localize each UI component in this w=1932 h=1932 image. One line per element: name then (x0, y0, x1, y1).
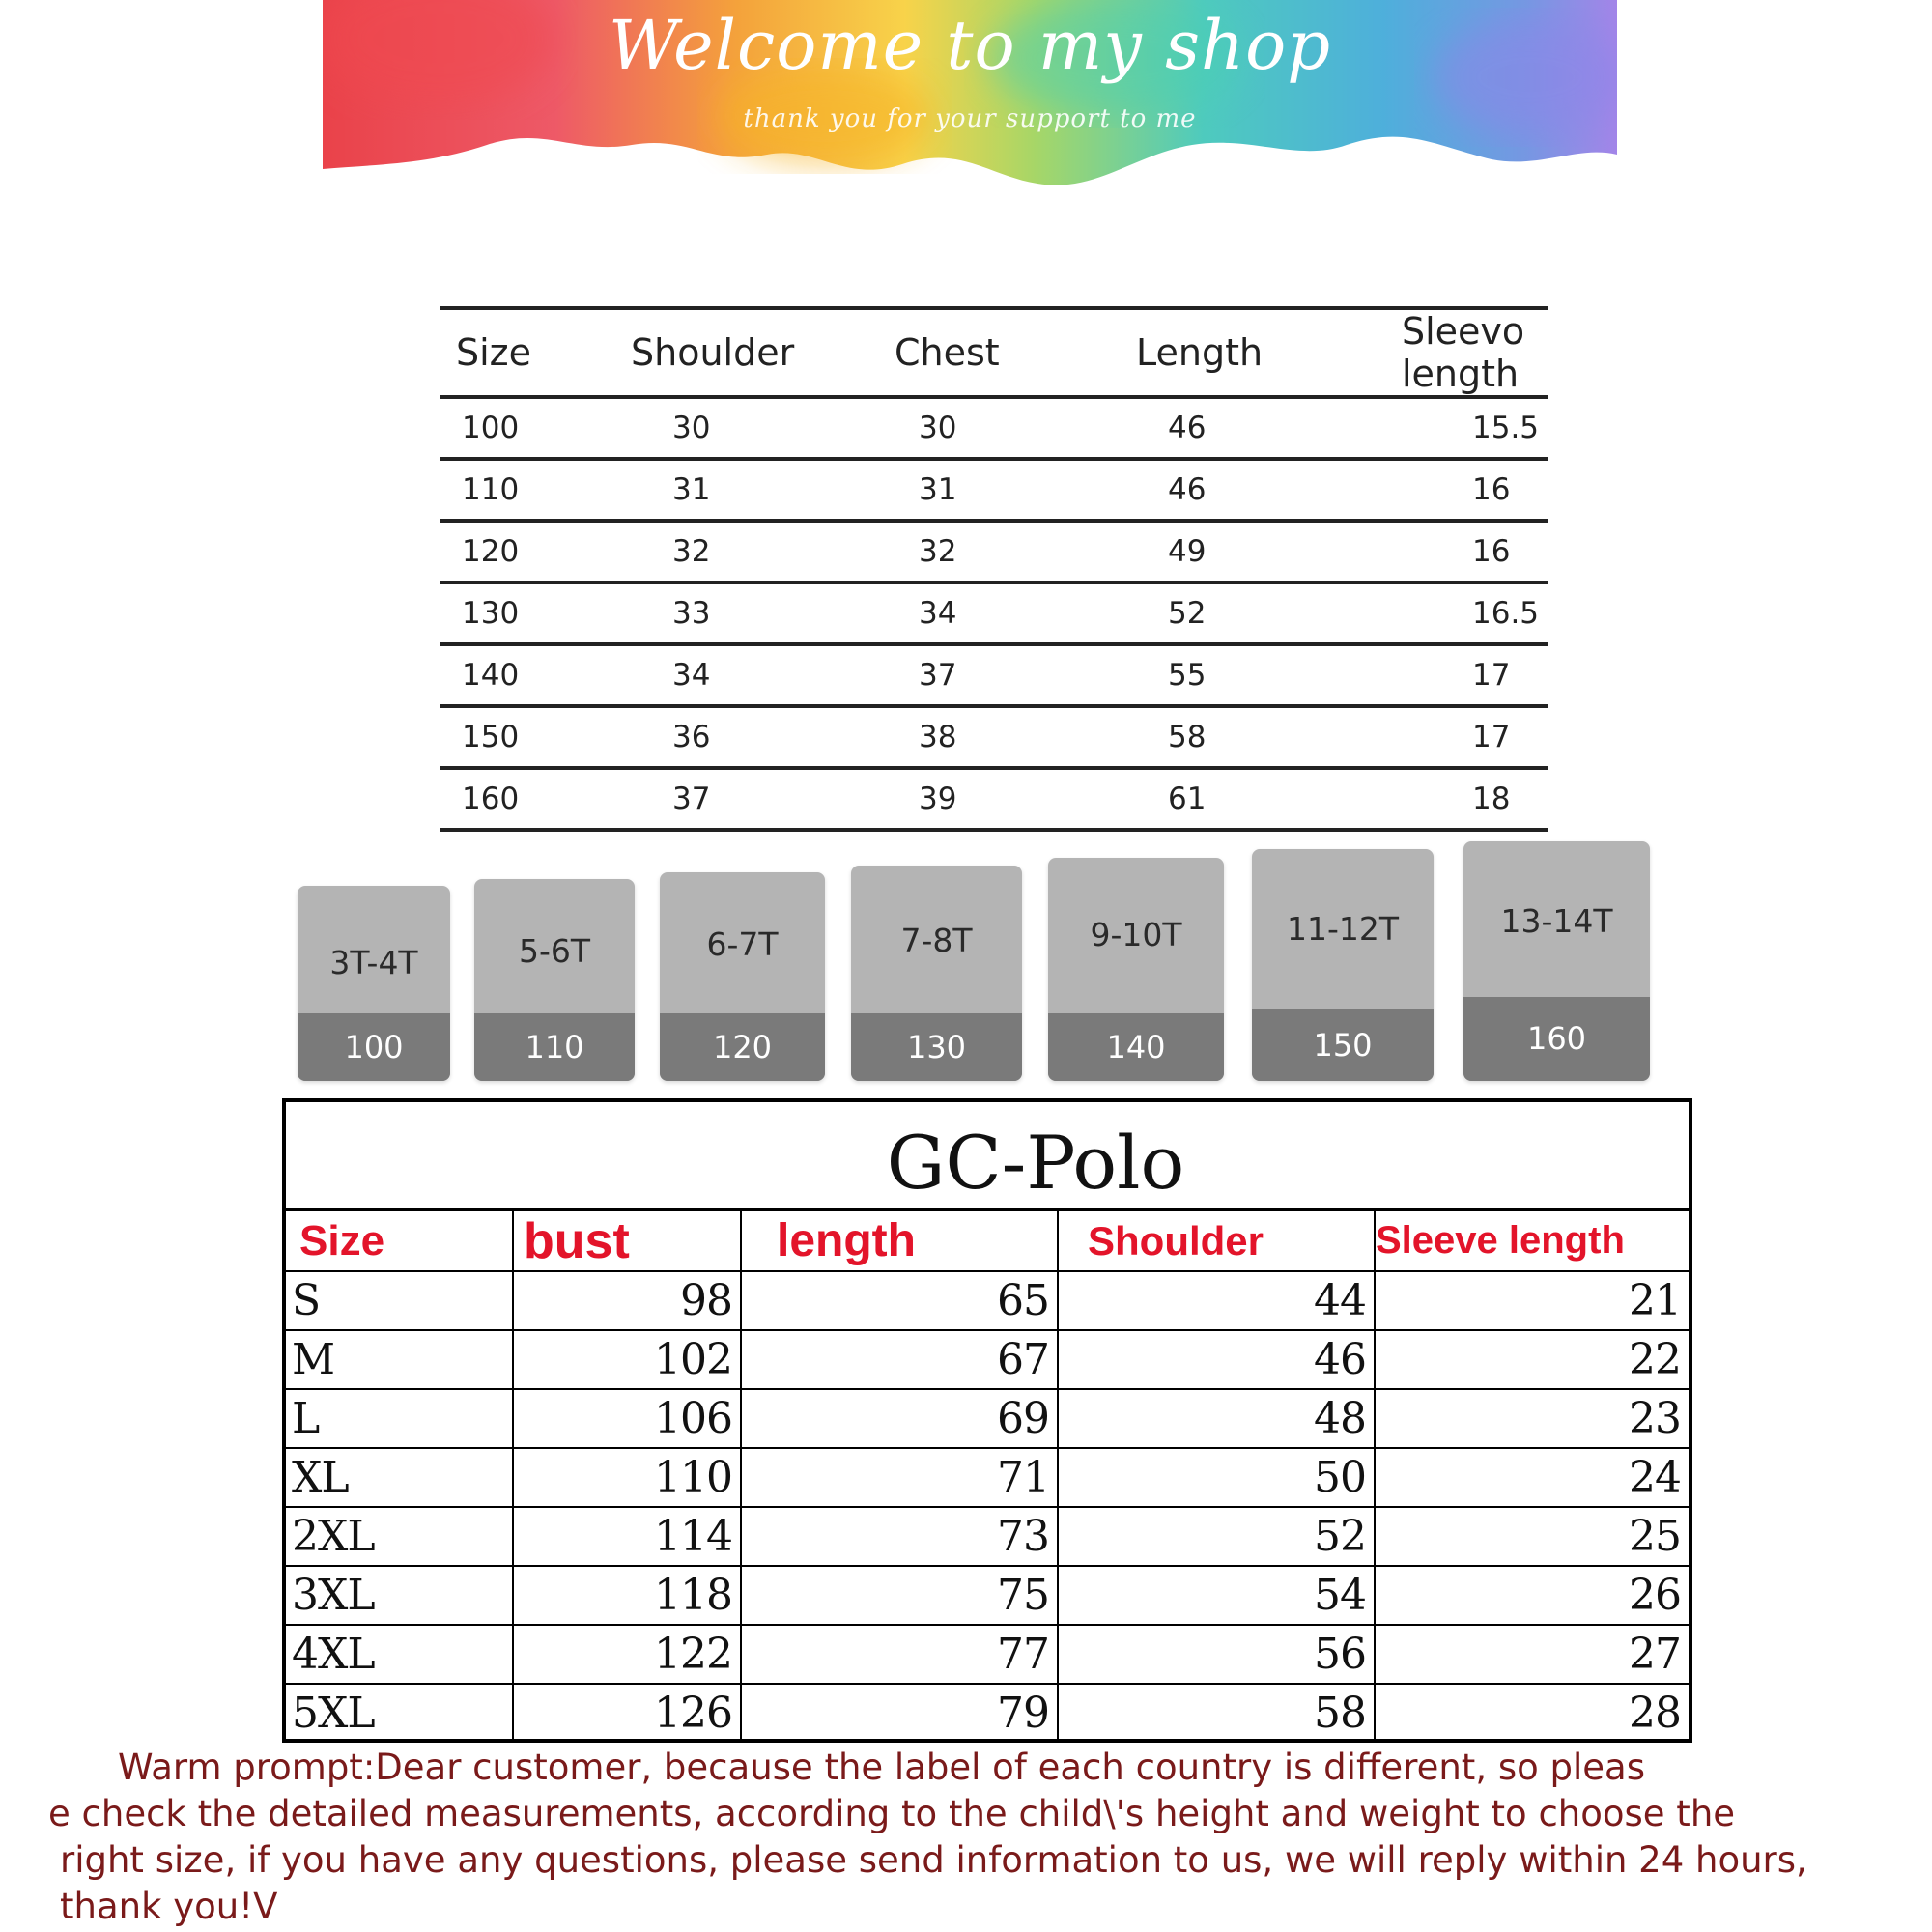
cell: 16 (1390, 459, 1548, 521)
cell: 48 (1058, 1389, 1375, 1448)
warm-prompt-line: e check the detailed measurements, according to the child\'s height and weight to choose the (48, 1793, 1736, 1834)
col-length-header: length (741, 1211, 1058, 1271)
cell: 16.5 (1390, 582, 1548, 644)
cell: 17 (1390, 644, 1548, 706)
cell: 16 (1390, 521, 1548, 582)
cell: 118 (513, 1566, 741, 1625)
cell: 79 (741, 1684, 1058, 1742)
size-card-size: 150 (1252, 1009, 1434, 1081)
col-sleeve-header: Sleeve length (1375, 1211, 1689, 1271)
size-card-size: 140 (1048, 1013, 1224, 1081)
cell: 126 (513, 1684, 741, 1742)
table-header-row (440, 308, 1548, 397)
table-row (440, 459, 1548, 521)
polo-size-table (282, 1098, 1692, 1743)
table-row (286, 1625, 1689, 1684)
cell: 114 (513, 1507, 741, 1566)
cell: 55 (1136, 644, 1390, 706)
cell: 2XL (286, 1507, 513, 1566)
cell: 120 (440, 521, 631, 582)
cell: 52 (1058, 1507, 1375, 1566)
size-card-age: 7-8T (900, 922, 973, 959)
cell: 54 (1058, 1566, 1375, 1625)
cell: 65 (741, 1271, 1058, 1330)
size-card-age: 5-6T (518, 932, 591, 970)
cell: 49 (1136, 521, 1390, 582)
cell: 30 (895, 397, 1136, 459)
cell: 15.5 (1390, 397, 1548, 459)
polo-table-title: GC-Polo (286, 1102, 1689, 1211)
cell: 110 (513, 1448, 741, 1507)
table-row (286, 1389, 1689, 1448)
warm-prompt-line: thank you!V (60, 1886, 278, 1927)
cell: 30 (631, 397, 895, 459)
cell: 25 (1375, 1507, 1689, 1566)
cell: XL (286, 1448, 513, 1507)
cell: 58 (1058, 1684, 1375, 1742)
size-card-size: 160 (1463, 997, 1650, 1081)
table-row (286, 1566, 1689, 1625)
cell: 24 (1375, 1448, 1689, 1507)
size-card-size: 120 (660, 1013, 825, 1081)
size-card-age: 13-14T (1500, 902, 1613, 940)
cell: 37 (631, 768, 895, 830)
table-row (286, 1507, 1689, 1566)
cell: 102 (513, 1330, 741, 1389)
cell: 17 (1390, 706, 1548, 768)
col-bust-header: bust (513, 1211, 741, 1271)
cell: 4XL (286, 1625, 513, 1684)
banner-title: Welcome to my shop (608, 6, 1332, 85)
size-card-3t-4t (298, 886, 450, 1081)
cell: 38 (895, 706, 1136, 768)
cell: 110 (440, 459, 631, 521)
cell: 27 (1375, 1625, 1689, 1684)
size-card-9-10t (1048, 858, 1224, 1081)
cell: 32 (895, 521, 1136, 582)
table-row (286, 1448, 1689, 1507)
col-sleeve-header: Sleevo length (1390, 308, 1548, 397)
cell: 122 (513, 1625, 741, 1684)
welcome-banner (323, 0, 1617, 198)
cell: 46 (1136, 459, 1390, 521)
cell: 100 (440, 397, 631, 459)
cell: M (286, 1330, 513, 1389)
cell: 160 (440, 768, 631, 830)
cell: 71 (741, 1448, 1058, 1507)
warm-prompt-line: right size, if you have any questions, please send information to us, we will reply within 24 hours, (60, 1839, 1807, 1881)
cell: 22 (1375, 1330, 1689, 1389)
cell: 32 (631, 521, 895, 582)
cell: 58 (1136, 706, 1390, 768)
table-row (440, 644, 1548, 706)
cell: 31 (631, 459, 895, 521)
cell: 44 (1058, 1271, 1375, 1330)
cell: 150 (440, 706, 631, 768)
size-card-age: 11-12T (1286, 910, 1400, 948)
col-size-header: Size (286, 1211, 513, 1271)
cell: 61 (1136, 768, 1390, 830)
size-card-size: 130 (851, 1013, 1022, 1081)
size-card-age: 9-10T (1090, 916, 1182, 953)
size-card-size: 110 (474, 1013, 635, 1081)
cell: 26 (1375, 1566, 1689, 1625)
cell: 33 (631, 582, 895, 644)
cell: 36 (631, 706, 895, 768)
size-card-6-7t (660, 872, 825, 1081)
cell: 46 (1058, 1330, 1375, 1389)
table-row (440, 768, 1548, 830)
table-row (286, 1271, 1689, 1330)
cell: 18 (1390, 768, 1548, 830)
table-row (440, 582, 1548, 644)
table-header-row (286, 1211, 1689, 1271)
table-row (440, 706, 1548, 768)
cell: 37 (895, 644, 1136, 706)
cell: L (286, 1389, 513, 1448)
size-card-11-12t (1252, 849, 1434, 1081)
cell: 31 (895, 459, 1136, 521)
col-shoulder-header: Shoulder (631, 308, 895, 397)
cell: 69 (741, 1389, 1058, 1448)
table-row (286, 1330, 1689, 1389)
col-chest-header: Chest (895, 308, 1136, 397)
cell: 28 (1629, 1689, 1681, 1738)
cell: 5XL (286, 1684, 513, 1742)
cell: 98 (513, 1271, 741, 1330)
cell: 106 (513, 1389, 741, 1448)
cell: 140 (440, 644, 631, 706)
col-length-header: Length (1136, 308, 1390, 397)
cell: 21 (1375, 1271, 1689, 1330)
cell: 46 (1136, 397, 1390, 459)
warm-prompt-note (48, 1745, 1903, 1930)
cell: 39 (895, 768, 1136, 830)
cell: 56 (1058, 1625, 1375, 1684)
banner-subtitle: thank you for your support to me (743, 104, 1197, 133)
cell: 23 (1375, 1389, 1689, 1448)
size-card-7-8t (851, 866, 1022, 1081)
size-card-age: 3T-4T (329, 944, 418, 981)
cell: 34 (631, 644, 895, 706)
size-card-5-6t (474, 879, 635, 1081)
col-size-header: Size (440, 308, 631, 397)
size-card-size: 100 (298, 1013, 450, 1081)
table-row (286, 1684, 1689, 1742)
cell: 77 (741, 1625, 1058, 1684)
cell: 3XL (286, 1566, 513, 1625)
table-row (440, 397, 1548, 459)
table-row (440, 521, 1548, 582)
warm-prompt-line: Warm prompt:Dear customer, because the label of each country is different, so pleas (118, 1747, 1645, 1788)
cell: 34 (895, 582, 1136, 644)
kids-size-table (440, 306, 1548, 832)
cell: 73 (741, 1507, 1058, 1566)
cell: 52 (1136, 582, 1390, 644)
cell: 50 (1058, 1448, 1375, 1507)
size-card-age: 6-7T (706, 925, 779, 963)
col-shoulder-header: Shoulder (1058, 1211, 1375, 1271)
polo-table-grid (286, 1211, 1689, 1742)
cell: 67 (741, 1330, 1058, 1389)
size-card-13-14t (1463, 841, 1650, 1081)
cell: S (286, 1271, 513, 1330)
cell: 130 (440, 582, 631, 644)
cell: 75 (741, 1566, 1058, 1625)
